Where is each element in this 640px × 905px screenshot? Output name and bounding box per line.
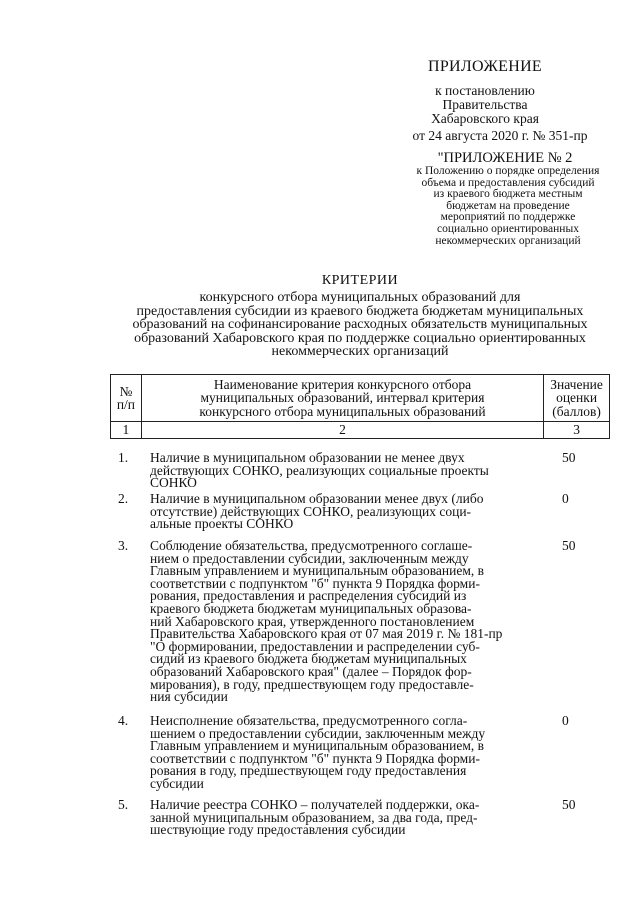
subtitle-line: некоммерческих организаций (271, 344, 449, 360)
text-line: соответствии с подпунктом "б" пункта 9 Порядка форми- (150, 750, 480, 766)
column-header-number (111, 375, 142, 422)
text-line: Наличие в муниципальном образовании менее двух (либо (150, 491, 484, 506)
regulation-reference (408, 166, 608, 247)
text-line: рования в году, предшествующем году предоставления (150, 763, 467, 779)
text-line: сидий из краевого бюджета бюджетам муниципальных (150, 651, 467, 667)
column-header-score (544, 375, 610, 422)
header-row (111, 375, 610, 422)
header-text: п/п (116, 397, 136, 412)
score-value: 50 (562, 538, 576, 553)
column-number: 3 (544, 422, 610, 439)
text-line: Главным управлением и муниципальным образованием, в (150, 738, 484, 754)
column-header-criterion (141, 375, 543, 422)
header-text: (баллов) (552, 403, 601, 419)
appendix-2-title: "ПРИЛОЖЕНИЕ № 2 (437, 150, 573, 166)
decree-line: Правительства (442, 97, 528, 112)
criterion-text (150, 799, 530, 837)
regulation-line: социально ориентированных (437, 222, 579, 235)
text-line: Наличие в муниципальном образовании не менее двух (150, 450, 465, 465)
text-line: субсидии (150, 775, 204, 791)
text-line: рования, предоставления и распределения субсидий из (150, 588, 467, 604)
decree-reference (380, 84, 590, 126)
regulation-line: мероприятий по поддержке (440, 211, 576, 224)
criterion-text (150, 540, 530, 704)
row-number: 1. (118, 450, 129, 465)
subtitle-line: предоставления субсидии из краевого бюджета бюджетам муниципальных (136, 303, 584, 319)
column-number: 1 (111, 422, 142, 439)
row-number: 4. (118, 713, 129, 728)
header-text: № (119, 383, 133, 399)
text-line: Наличие реестра СОНКО – получателей поддержки, ока- (150, 797, 480, 812)
text-line: краевого бюджета бюджетам муниципальных образова- (150, 600, 472, 616)
score-value: 50 (562, 450, 576, 465)
text-line: нием о предоставлении субсидии, заключенным между (150, 550, 469, 566)
decree-line: к постановлению (435, 83, 535, 98)
score-value: 50 (562, 797, 576, 812)
document-subtitle (100, 291, 620, 359)
text-line: Соблюдение обязательства, предусмотренного соглаше- (150, 538, 473, 553)
text-line: занной муниципальным образованием, за два года, пред- (150, 809, 478, 825)
row-number: 3. (118, 538, 129, 553)
text-line: действующих СОНКО, реализующих социальные проекты (150, 462, 489, 478)
regulation-line: из краевого бюджета местным (433, 188, 583, 201)
text-line: Главным управлением и муниципальным образованием, в (150, 563, 484, 579)
header-text: конкурсного отбора муниципальных образований (199, 403, 486, 419)
subtitle-line: образований Хабаровского края по поддержке социально ориентированных (134, 330, 586, 346)
criterion-text (150, 715, 530, 791)
regulation-line: к Положению о порядке определения (416, 165, 600, 177)
text-line: отсутствие) действующих СОНКО, реализующих соци- (150, 503, 472, 519)
criterion-text (150, 452, 530, 490)
score-value: 0 (562, 491, 569, 506)
header-text: муниципальных образований, интервал критерия (200, 390, 485, 406)
document-title: КРИТЕРИИ (321, 273, 399, 288)
header-text: Значение (550, 376, 603, 392)
text-line: образований Хабаровского края" (далее – Порядок фор- (150, 663, 472, 679)
criterion-text (150, 493, 530, 531)
subtitle-line: конкурсного отбора муниципальных образований для (199, 290, 521, 305)
text-line: "О формировании, предоставлении и распределении суб- (150, 638, 480, 654)
column-number: 2 (141, 422, 543, 439)
column-number-row (111, 422, 610, 439)
subtitle-line: образований на софинансирование расходных обязательств муниципальных (132, 317, 588, 333)
text-line: Неисполнение обязательства, предусмотренного согла- (150, 713, 468, 728)
score-value: 0 (562, 713, 569, 728)
text-line: СОНКО (150, 475, 197, 491)
text-line: ний Хабаровского края, утвержденного постановлением (150, 613, 475, 629)
row-number: 5. (118, 797, 129, 812)
decree-line: Хабаровского края (431, 111, 539, 126)
text-line: шением о предоставлении субсидии, заключенным между (150, 725, 486, 741)
text-line: альные проекты СОНКО (150, 516, 294, 532)
text-line: мирования), в году, предшествующем году предоставле- (150, 676, 474, 692)
header-text: Наименование критерия конкурсного отбора (213, 376, 472, 392)
text-line: соответствии с подпунктом "б" пункта 9 Порядка форми- (150, 575, 480, 591)
regulation-line: некоммерческих организаций (435, 234, 581, 247)
text-line: ния субсидии (150, 689, 228, 705)
row-number: 2. (118, 491, 129, 506)
text-line: шествующие году предоставления субсидии (150, 822, 406, 838)
appendix-title: ПРИЛОЖЕНИЕ (427, 58, 542, 75)
decree-date: от 24 августа 2020 г. № 351-пр (412, 128, 588, 143)
regulation-line: бюджетам на проведение (446, 199, 570, 212)
criteria-table-header (110, 374, 610, 439)
regulation-line: объема и предоставления субсидий (421, 176, 595, 189)
header-text: оценки (556, 390, 598, 406)
text-line: Правительства Хабаровского края от 07 мая 2019 г. № 181-пр (150, 626, 503, 642)
